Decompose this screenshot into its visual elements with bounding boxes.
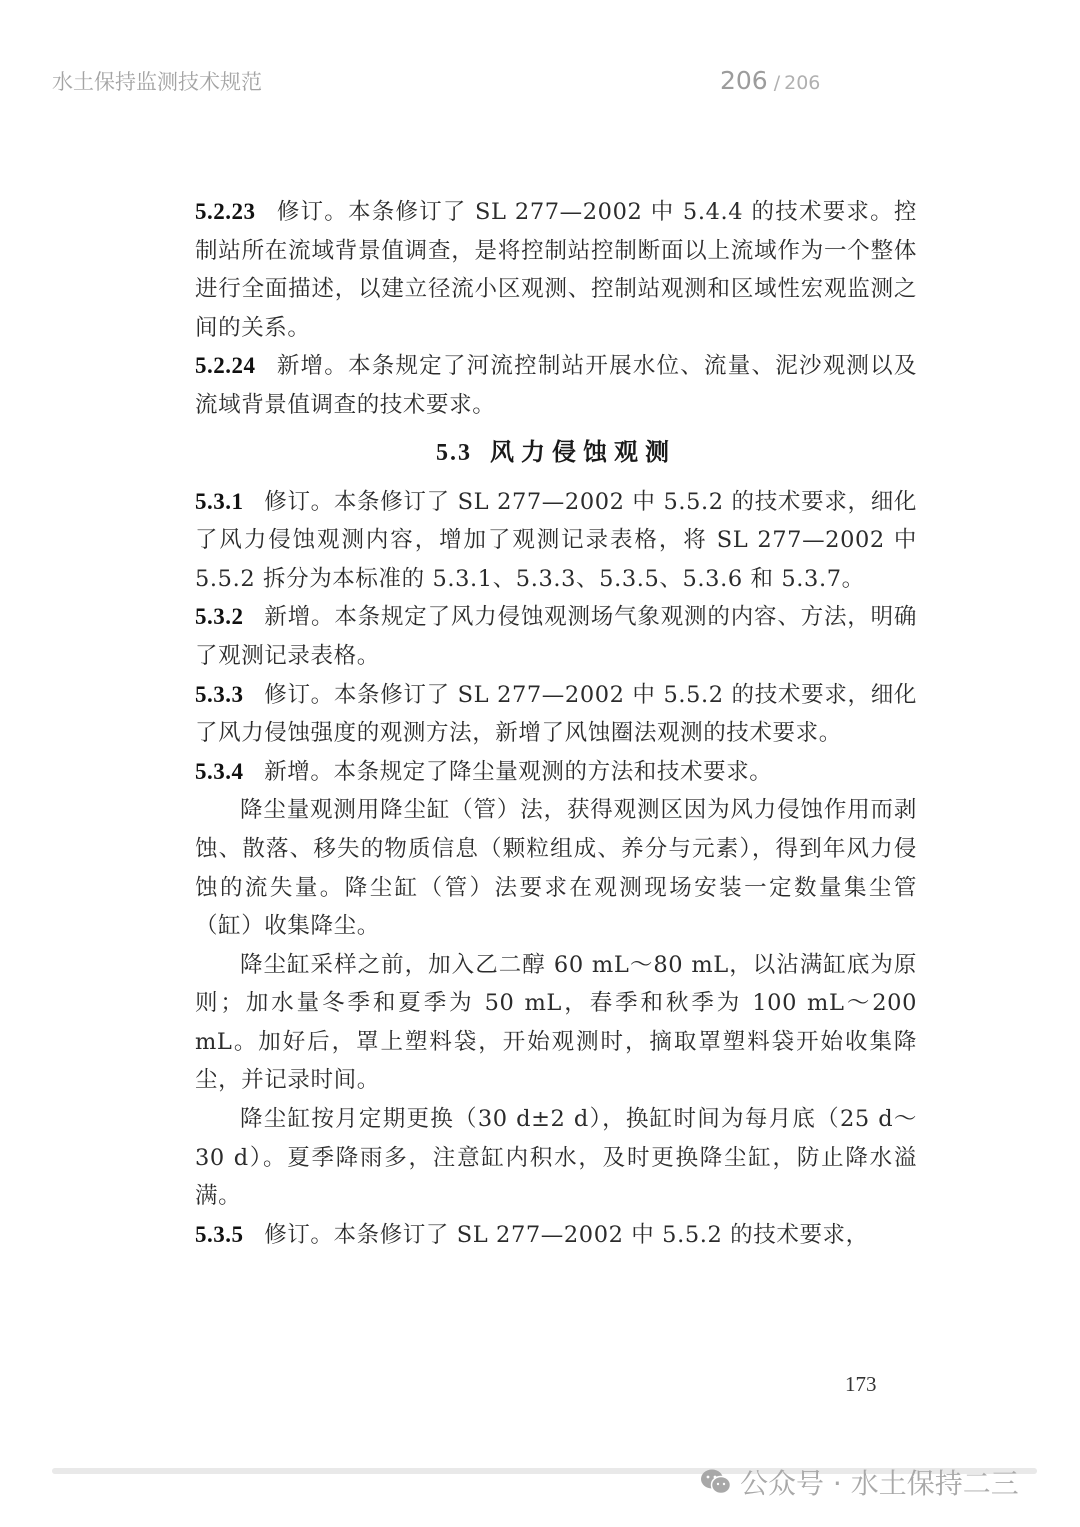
document-title: 水土保持监测技术规范 — [52, 70, 262, 94]
current-page-number: 206 — [720, 66, 768, 95]
body-paragraph: 降尘缸采样之前，加入乙二醇 60 mL～80 mL，以沾满缸底为原则；加水量冬季和夏季为 50 mL，春季和秋季为 100 mL～200 mL。加好后，罩上塑料袋，开始观测时，摘取罩塑料袋开始收集降尘，并记录时间。 — [195, 951, 917, 1094]
page-separator: / — [773, 72, 781, 94]
clause-text: 修订。本条修订了 SL 277—2002 中 5.4.4 的技术要求。控制站所在流域背景值调查，是将控制站控制断面以上流域作为一个整体进行全面描述，以建立径流小区观测、控制站观测和区域性宏观监测之间的关系。 — [195, 199, 917, 341]
clause-5-3-3 — [195, 676, 917, 753]
clause-5-3-2 — [195, 598, 917, 675]
clause-5-3-4 — [195, 753, 917, 792]
watermark — [700, 1462, 1019, 1502]
section-number: 5.3 — [436, 439, 472, 466]
clause-text: 修订。本条修订了 SL 277—2002 中 5.5.2 的技术要求，细化了风力侵蚀观测内容，增加了观测记录表格，将 SL 277—2002 中 5.5.2 拆分为本标准的 5.3.1、5.3.3、5.3.5、5.3.6 和 5.3.7。 — [195, 488, 917, 592]
clause-text: 新增。本条规定了降尘量观测的方法和技术要求。 — [264, 758, 773, 785]
clause-number: 5.3.5 — [195, 1221, 244, 1247]
page-counter — [720, 66, 820, 95]
wechat-icon — [700, 1468, 732, 1496]
clause-text: 新增。本条规定了风力侵蚀观测场气象观测的内容、方法，明确了观测记录表格。 — [195, 604, 917, 669]
clause-number: 5.3.1 — [195, 488, 244, 514]
clause-5-3-1 — [195, 483, 917, 599]
printed-page-number: 173 — [845, 1372, 877, 1396]
clause-text: 新增。本条规定了河流控制站开展水位、流量、泥沙观测以及流域背景值调查的技术要求。 — [195, 353, 917, 418]
total-page-count: 206 — [784, 72, 821, 94]
section-heading-5-3 — [195, 433, 917, 472]
section-title: 风力侵蚀观测 — [490, 437, 676, 466]
clause-text: 修订。本条修订了 SL 277—2002 中 5.5.2 的技术要求， — [264, 1221, 869, 1248]
clause-number: 5.3.4 — [195, 758, 244, 784]
clause-text: 修订。本条修订了 SL 277—2002 中 5.5.2 的技术要求，细化了风力侵蚀强度的观测方法，新增了风蚀圈法观测的技术要求。 — [195, 681, 917, 747]
clause-5-2-23 — [195, 193, 917, 347]
clause-5-2-24 — [195, 347, 917, 424]
clause-number: 5.3.3 — [195, 681, 244, 707]
clause-5-3-5 — [195, 1216, 917, 1255]
clause-number: 5.3.2 — [195, 604, 244, 630]
body-paragraph: 降尘量观测用降尘缸（管）法，获得观测区因为风力侵蚀作用而剥蚀、散落、移失的物质信息（颗粒组成、养分与元素），得到年风力侵蚀的流失量。降尘缸（管）法要求在观测现场安装一定数量集尘管（缸）收集降尘。 — [195, 797, 917, 940]
clause-number: 5.2.23 — [195, 199, 256, 224]
watermark-text: 公众号 · 水土保持二三 — [740, 1467, 1019, 1500]
page-content — [195, 193, 917, 1254]
clause-number: 5.2.24 — [195, 353, 256, 379]
body-paragraph: 降尘缸按月定期更换（30 d±2 d），换缸时间为每月底（25 d～30 d）。夏季降雨多，注意缸内积水，及时更换降尘缸，防止降水溢满。 — [195, 1106, 917, 1210]
